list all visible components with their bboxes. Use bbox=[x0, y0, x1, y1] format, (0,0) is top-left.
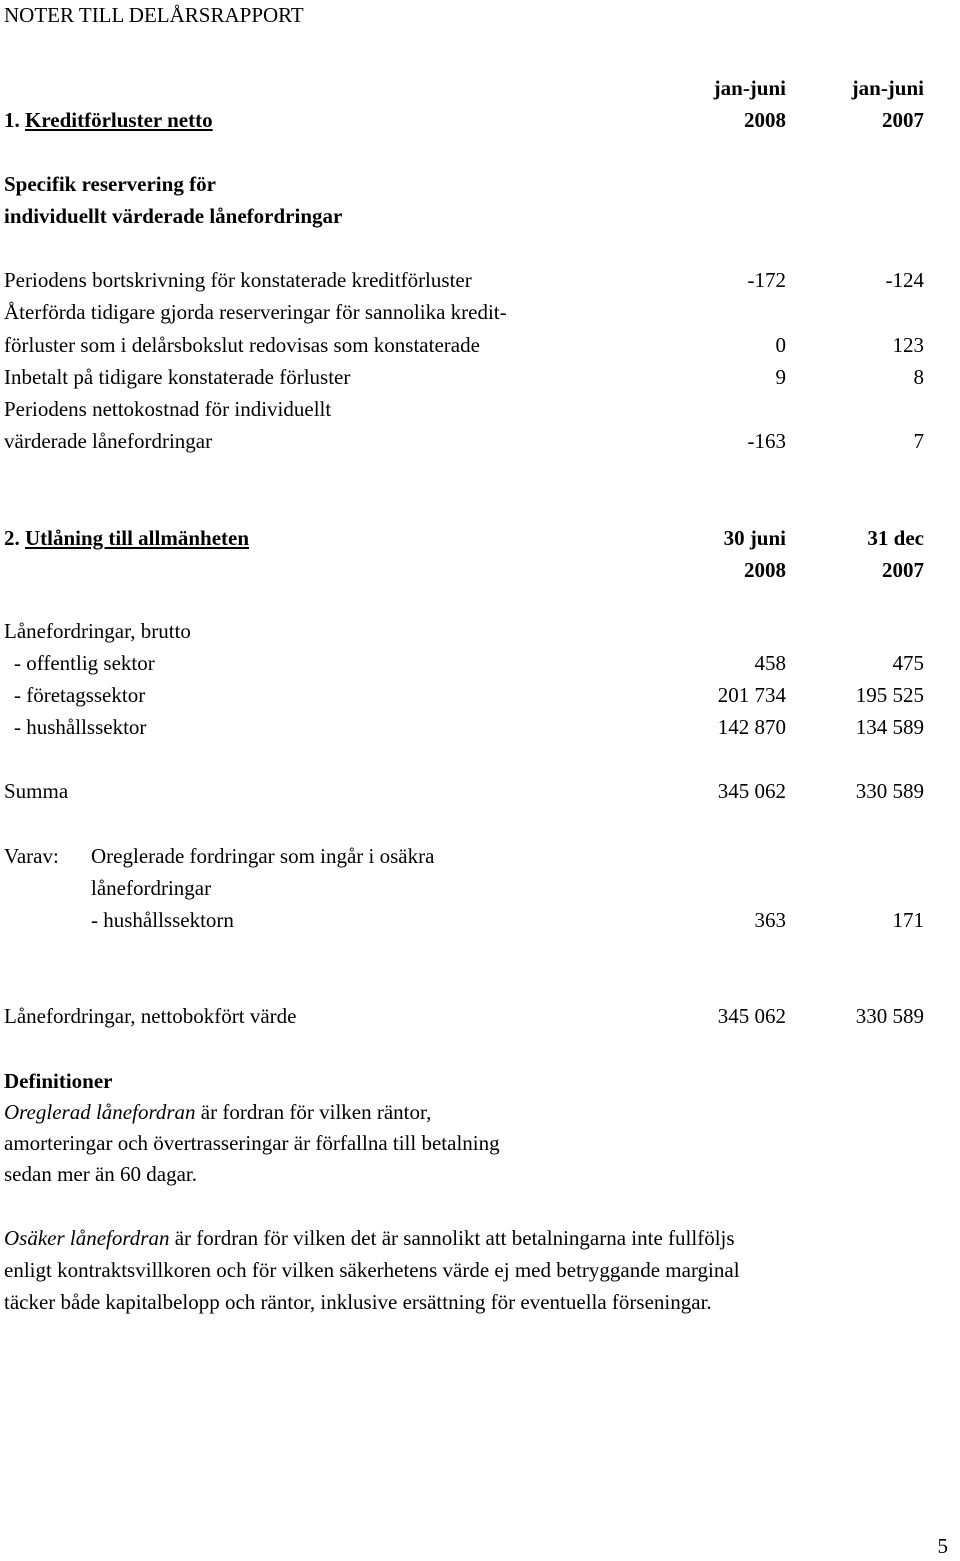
note2-sum-value-2008: 345 062 bbox=[717, 779, 786, 803]
page-title: NOTER TILL DELÅRSRAPPORT bbox=[4, 3, 304, 27]
note1-row-value-2007: 8 bbox=[913, 365, 924, 389]
note2-row-value-2008: 142 870 bbox=[717, 715, 786, 739]
note1-col2-year: 2007 bbox=[882, 108, 924, 132]
note2-sum-value-2007: 330 589 bbox=[855, 779, 924, 803]
note2-gross-label: Lånefordringar, brutto bbox=[4, 619, 191, 643]
note2-row-value-2008: 201 734 bbox=[717, 683, 786, 707]
note1-col1-year: 2008 bbox=[744, 108, 786, 132]
note2-col1-date: 30 juni bbox=[723, 526, 786, 550]
note1-subheading-line1: Specifik reservering för bbox=[4, 172, 216, 196]
note2-row-value-2007: 195 525 bbox=[855, 683, 924, 707]
note2-heading-text: Utlåning till allmänheten bbox=[25, 526, 250, 550]
note2-varav-line1: Oreglerade fordringar som ingår i osäkra bbox=[91, 844, 435, 868]
note2-row-value-2007: 134 589 bbox=[855, 715, 924, 739]
note1-row-label: Periodens bortskrivning för konstaterade kreditförluster bbox=[4, 268, 472, 292]
note2-row-label: - hushållssektor bbox=[14, 715, 147, 739]
note1-col1-period: jan-juni bbox=[713, 76, 786, 100]
note1-heading-number: 1. bbox=[4, 108, 25, 132]
note1-row-value-2008: -163 bbox=[747, 429, 786, 453]
note2-sum-label: Summa bbox=[4, 779, 69, 803]
note2-net-value-2007: 330 589 bbox=[855, 1004, 924, 1028]
note2-varav-label: Varav: bbox=[4, 844, 59, 868]
note1-row-label: värderade lånefordringar bbox=[4, 429, 213, 453]
note1-heading bbox=[4, 107, 213, 133]
page-number: 5 bbox=[937, 1534, 948, 1558]
note2-varav-line3: - hushållssektorn bbox=[91, 908, 234, 932]
note2-heading-number: 2. bbox=[4, 526, 25, 550]
note1-col2-period: jan-juni bbox=[851, 76, 924, 100]
note1-row-label: Inbetalt på tidigare konstaterade förluster bbox=[4, 365, 351, 389]
note1-row-value-2008: -172 bbox=[747, 268, 786, 292]
note1-row-value-2007: 7 bbox=[913, 429, 924, 453]
note1-row-value-2007: 123 bbox=[892, 333, 924, 357]
note1-row-label: förluster som i delårsbokslut redovisas som konstaterade bbox=[4, 333, 480, 357]
definition-1-term: Oreglerad lånefordran bbox=[4, 1100, 196, 1124]
note2-col2-year: 2007 bbox=[882, 558, 924, 582]
definition-1-line3: sedan mer än 60 dagar. bbox=[4, 1162, 198, 1186]
note1-row-label: Återförda tidigare gjorda reserveringar för sannolika kredit- bbox=[4, 300, 507, 324]
note2-col2-date: 31 dec bbox=[867, 526, 924, 550]
definition-1-line1 bbox=[4, 1099, 431, 1125]
definition-2-line2: enligt kontraktsvillkoren och för vilken säkerhetens värde ej med betryggande marginal bbox=[4, 1258, 740, 1282]
note2-row-label: - offentlig sektor bbox=[14, 651, 155, 675]
note1-row-value-2008: 0 bbox=[775, 333, 786, 357]
note1-subheading-line2: individuellt värderade lånefordringar bbox=[4, 204, 343, 228]
note2-varav-value-2008: 363 bbox=[754, 908, 786, 932]
note2-row-value-2007: 475 bbox=[892, 651, 924, 675]
note2-net-value-2008: 345 062 bbox=[717, 1004, 786, 1028]
note2-row-label: - företagssektor bbox=[14, 683, 146, 707]
definition-1-text: är fordran för vilken räntor, bbox=[195, 1100, 432, 1124]
note2-row-value-2008: 458 bbox=[754, 651, 786, 675]
definition-2-line3: täcker både kapitalbelopp och räntor, inklusive ersättning för eventuella förseningar. bbox=[4, 1290, 712, 1314]
note2-varav-line2: lånefordringar bbox=[91, 876, 212, 900]
note1-row-label: Periodens nettokostnad för individuellt bbox=[4, 397, 332, 421]
definition-1-line2: amorteringar och övertrasseringar är förfallna till betalning bbox=[4, 1131, 500, 1155]
note1-heading-text: Kreditförluster netto bbox=[25, 108, 213, 132]
note1-row-value-2007: -124 bbox=[885, 268, 924, 292]
note1-row-value-2008: 9 bbox=[775, 365, 786, 389]
definition-2-term: Osäker lånefordran bbox=[4, 1226, 170, 1250]
note2-col1-year: 2008 bbox=[744, 558, 786, 582]
definition-2-line1 bbox=[4, 1225, 735, 1251]
note2-heading bbox=[4, 525, 249, 551]
definitions-heading: Definitioner bbox=[4, 1069, 113, 1093]
definition-2-text: är fordran för vilken det är sannolikt att betalningarna inte fullföljs bbox=[169, 1226, 735, 1250]
note2-varav-value-2007: 171 bbox=[892, 908, 924, 932]
note2-net-label: Lånefordringar, nettobokfört värde bbox=[4, 1004, 297, 1028]
